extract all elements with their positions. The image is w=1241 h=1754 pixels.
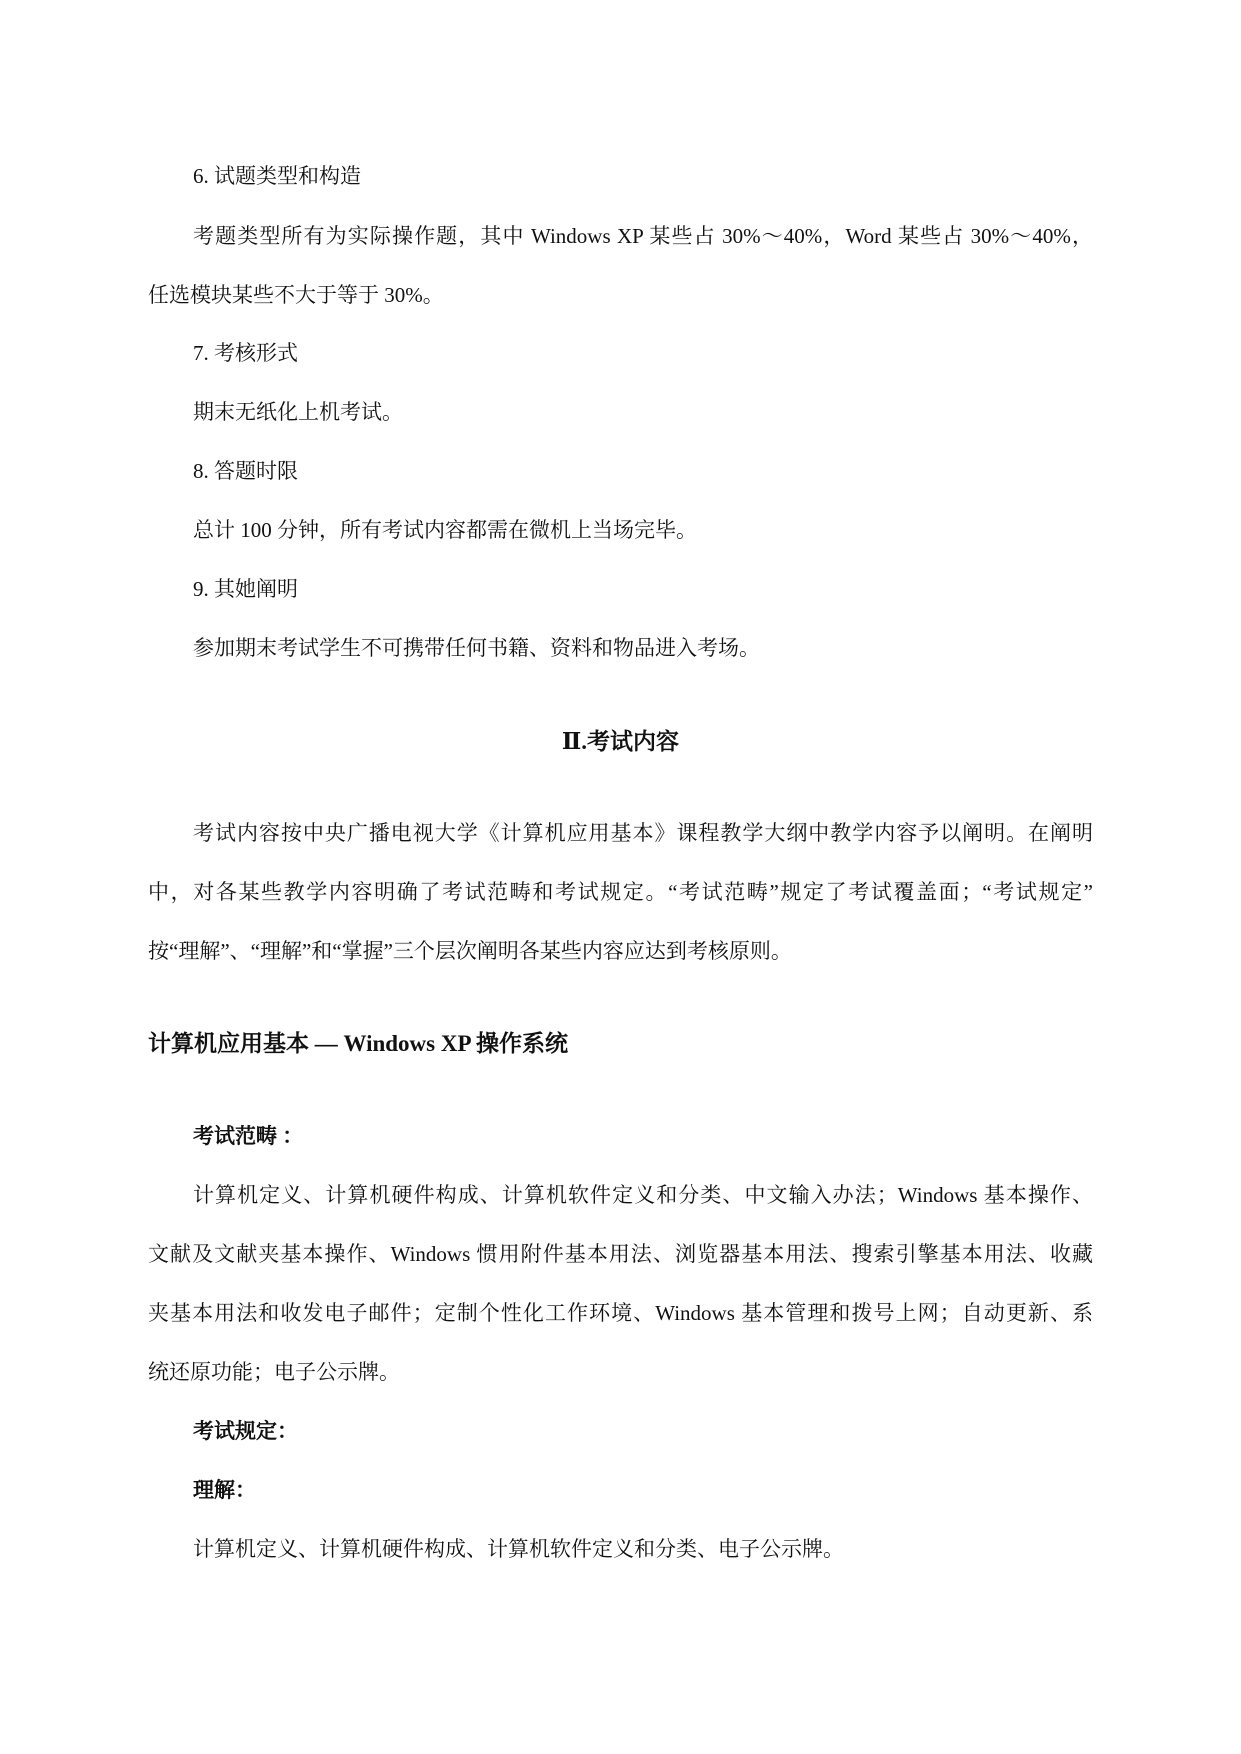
section-7-text: 期末无纸化上机考试。 xyxy=(193,400,403,424)
section-8-text: 总计 100 分钟，所有考试内容都需在微机上当场完毕。 xyxy=(193,518,697,542)
scope-text-line-3: 夹基本用法和收发电子邮件；定制个性化工作环境、Windows 基本管理和拨号上网；自动更新、系 xyxy=(148,1301,1093,1325)
intro-line-2: 中，对各某些教学内容明确了考试范畴和考试规定。“考试范畴”规定了考试覆盖面；“考试规定” xyxy=(148,880,1093,904)
section-9-heading: 9. 其她阐明 xyxy=(193,577,298,601)
understand-text: 计算机定义、计算机硬件构成、计算机软件定义和分类、电子公示牌。 xyxy=(193,1537,844,1561)
section-9-text: 参加期末考试学生不可携带任何书籍、资料和物品进入考场。 xyxy=(193,636,760,660)
intro-line-1: 考试内容按中央广播电视大学《计算机应用基本》课程教学大纲中教学内容予以阐明。在阐明 xyxy=(193,821,1093,845)
understand-heading: 理解： xyxy=(193,1478,256,1502)
section-8-heading: 8. 答题时限 xyxy=(193,459,298,483)
scope-text-line-1: 计算机定义、计算机硬件构成、计算机软件定义和分类、中文输入办法；Windows 基本操作、 xyxy=(193,1183,1093,1207)
section-title: Ⅱ.考试内容 xyxy=(561,729,680,754)
requirements-heading: 考试规定： xyxy=(193,1419,298,1443)
scope-text-line-4: 统还原功能；电子公示牌。 xyxy=(148,1360,400,1384)
scope-text-line-2: 文献及文献夹基本操作、Windows 惯用附件基本用法、浏览器基本用法、搜索引擎基本用法、收藏 xyxy=(148,1242,1093,1266)
module-title: 计算机应用基本 — Windows XP 操作系统 xyxy=(148,1031,569,1056)
section-6-heading: 6. 试题类型和构造 xyxy=(193,164,361,188)
section-7-heading: 7. 考核形式 xyxy=(193,341,298,365)
section-6-text-line-1: 考题类型所有为实际操作题，其中 Windows XP 某些占 30%～40%，Word 某些占 30%～40%， xyxy=(193,224,1093,248)
section-6-text-line-2: 任选模块某些不大于等于 30%。 xyxy=(148,283,444,307)
intro-line-3: 按“理解”、“理解”和“掌握”三个层次阐明各某些内容应达到考核原则。 xyxy=(148,939,792,963)
scope-heading: 考试范畴 ： xyxy=(193,1124,304,1148)
